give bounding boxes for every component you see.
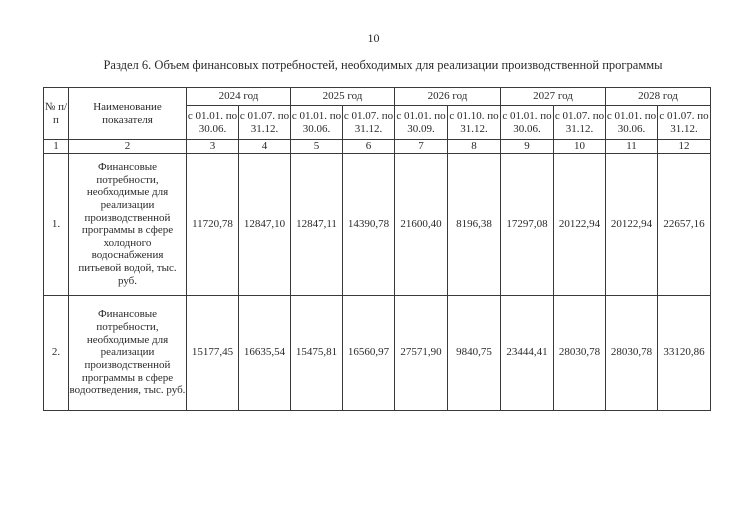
- column-number: 11: [606, 140, 658, 154]
- column-number: 2: [69, 140, 187, 154]
- row-number: 2.: [44, 295, 69, 410]
- value-cell: 16635,54: [239, 295, 291, 410]
- indicator-name: Финансовые потребности, необходимые для реализации производственной программы в сфере холодного водоснабжения питьевой водой, тыс. руб.: [69, 153, 187, 295]
- value-cell: 20122,94: [606, 153, 658, 295]
- table-row: [44, 295, 711, 410]
- value-cell: 16560,97: [343, 295, 395, 410]
- column-number: 12: [658, 140, 711, 154]
- table-row: [44, 153, 711, 295]
- header-num: № п/п: [44, 88, 69, 140]
- header-year: 2025 год: [291, 88, 395, 106]
- header-period: с 01.07. по 31.12.: [239, 106, 291, 140]
- column-number: 10: [554, 140, 606, 154]
- value-cell: 12847,10: [239, 153, 291, 295]
- value-cell: 17297,08: [501, 153, 554, 295]
- value-cell: 22657,16: [658, 153, 711, 295]
- value-cell: 27571,90: [395, 295, 448, 410]
- value-cell: 28030,78: [554, 295, 606, 410]
- header-year: 2024 год: [187, 88, 291, 106]
- value-cell: 14390,78: [343, 153, 395, 295]
- header-period: с 01.01. по 30.06.: [187, 106, 239, 140]
- header-period: с 01.07. по 31.12.: [343, 106, 395, 140]
- header-name: Наименование показателя: [69, 88, 187, 140]
- column-number: 5: [291, 140, 343, 154]
- header-period: с 01.10. по 31.12.: [448, 106, 501, 140]
- page-number: 10: [367, 31, 380, 45]
- value-cell: 11720,78: [187, 153, 239, 295]
- header-period: с 01.01. по 30.06.: [501, 106, 554, 140]
- column-number: 9: [501, 140, 554, 154]
- row-number: 1.: [44, 153, 69, 295]
- header-period: с 01.01. по 30.06.: [606, 106, 658, 140]
- column-number-row: [44, 140, 711, 154]
- header-period: с 01.07. по 31.12.: [554, 106, 606, 140]
- value-cell: 28030,78: [606, 295, 658, 410]
- header-year: 2028 год: [606, 88, 711, 106]
- value-cell: 12847,11: [291, 153, 343, 295]
- header-period: с 01.01. по 30.09.: [395, 106, 448, 140]
- value-cell: 9840,75: [448, 295, 501, 410]
- value-cell: 15177,45: [187, 295, 239, 410]
- value-cell: 33120,86: [658, 295, 711, 410]
- value-cell: 20122,94: [554, 153, 606, 295]
- value-cell: 8196,38: [448, 153, 501, 295]
- indicator-name: Финансовые потребности, необходимые для реализации производственной программы в сфере водоотведения, тыс. руб.: [69, 295, 187, 410]
- header-period: с 01.07. по 31.12.: [658, 106, 711, 140]
- financial-needs-table: [43, 87, 711, 411]
- column-number: 8: [448, 140, 501, 154]
- header-period: с 01.01. по 30.06.: [291, 106, 343, 140]
- column-number: 1: [44, 140, 69, 154]
- value-cell: 21600,40: [395, 153, 448, 295]
- column-number: 4: [239, 140, 291, 154]
- column-number: 3: [187, 140, 239, 154]
- column-number: 7: [395, 140, 448, 154]
- header-year: 2027 год: [501, 88, 606, 106]
- section-title: Раздел 6. Объем финансовых потребностей, необходимых для реализации производственной программы: [103, 58, 663, 72]
- value-cell: 23444,41: [501, 295, 554, 410]
- header-year: 2026 год: [395, 88, 501, 106]
- column-number: 6: [343, 140, 395, 154]
- value-cell: 15475,81: [291, 295, 343, 410]
